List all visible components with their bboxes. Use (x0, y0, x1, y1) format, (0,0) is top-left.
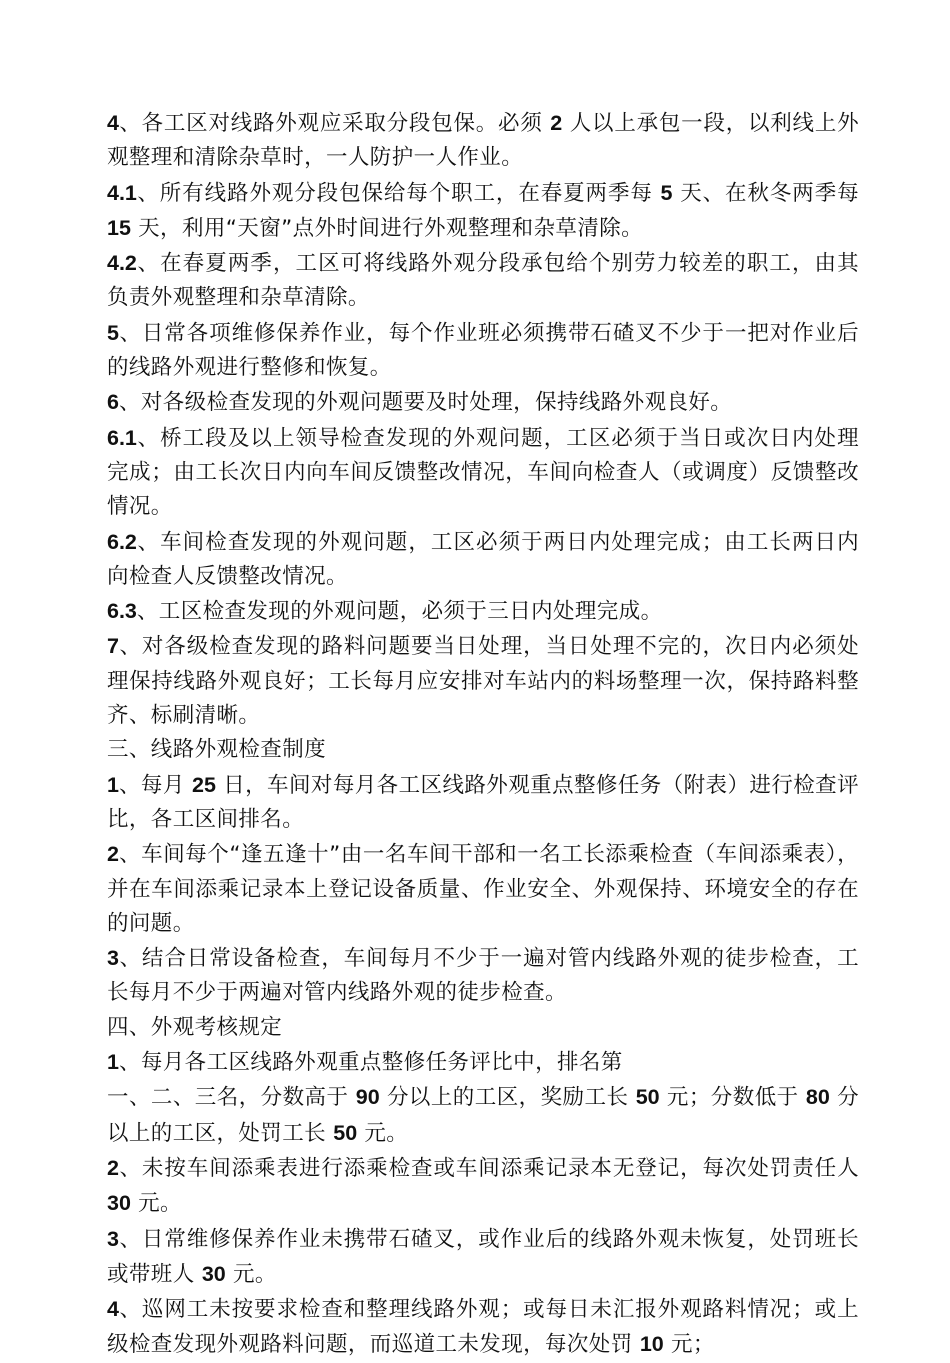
paragraph-6-1: 6.1、桥工段及以上领导检查发现的外观问题，工区必须于当日或次日内处理完成；由工长次日内向车间反馈整改情况，车间向检查人（或调度）反馈整改情况。 (107, 425, 859, 520)
paragraph-6-2: 6.2、车间检查发现的外观问题，工区必须于两日内处理完成；由工长两日内向检查人反馈整改情况。 (107, 529, 859, 589)
assessment-item-3: 3、日常维修保养作业未携带石碴叉，或作业后的线路外观未恢复，处罚班长或带班人 30 元。 (107, 1226, 859, 1287)
assessment-item-1-continued: 一、二、三名，分数高于 90 分以上的工区，奖励工长 50 元；分数低于 80 分以上的工区，处罚工长 50 元。 (107, 1085, 860, 1146)
paragraph-7: 7、对各级检查发现的路料问题要当日处理，当日处理不完的，次日内必须处理保持线路外观良好；工长每月应安排对车站内的料场整理一次，保持路料整齐、标刷清晰。 (107, 634, 859, 729)
paragraph-6-3: 6.3、工区检查发现的外观问题，必须于三日内处理完成。 (107, 599, 663, 625)
assessment-item-1: 1、每月各工区线路外观重点整修任务评比中，排名第 (107, 1050, 623, 1076)
paragraph-4-2: 4.2、在春夏两季，工区可将线路外观分段承包给个别劳力较差的职工，由其负责外观整理和杂草清除。 (107, 251, 859, 311)
inspection-item-1: 1、每月 25 日，车间对每月各工区线路外观重点整修任务（附表）进行检查评比，各工区间排名。 (107, 772, 859, 832)
paragraph-5: 5、日常各项维修保养作业，每个作业班必须携带石碴叉不少于一把对作业后的线路外观进行整修和恢复。 (107, 320, 859, 381)
inspection-item-3: 3、结合日常设备检查，车间每月不少于一遍对管内线路外观的徒步检查，工长每月不少于两遍对管内线路外观的徒步检查。 (107, 946, 859, 1006)
paragraph-4-1: 4.1、所有线路外观分段包保给每个职工，在春夏两季每 5 天、在秋冬两季每 15 天，利用“天窗”点外时间进行外观整理和杂草清除。 (107, 180, 859, 241)
inspection-item-2: 2、车间每个“逢五逢十”由一名车间干部和一名工长添乘检查（车间添乘表），并在车间添乘记录本上登记设备质量、作业安全、外观保持、环境安全的存在的问题。 (107, 842, 859, 936)
paragraph-6: 6、对各级检查发现的外观问题要及时处理，保持线路外观良好。 (107, 390, 733, 416)
document-body (107, 106, 859, 1363)
paragraph-4: 4、各工区对线路外观应采取分段包保。必须 2 人以上承包一段，以利线上外观整理和清除杂草时，一人防护一人作业。 (107, 111, 859, 171)
assessment-item-4: 4、巡网工未按要求检查和整理线路外观；或每日未汇报外观路料情况；或上级检查发现外观路料问题，而巡道工未发现，每次处罚 10 元； (107, 1297, 859, 1358)
section-heading-inspection: 三、线路外观检查制度 (107, 737, 327, 763)
section-heading-assessment: 四、外观考核规定 (107, 1014, 283, 1040)
assessment-item-2: 2、未按车间添乘表进行添乘检查或车间添乘记录本无登记，每次处罚责任人 30 元。 (107, 1155, 859, 1217)
